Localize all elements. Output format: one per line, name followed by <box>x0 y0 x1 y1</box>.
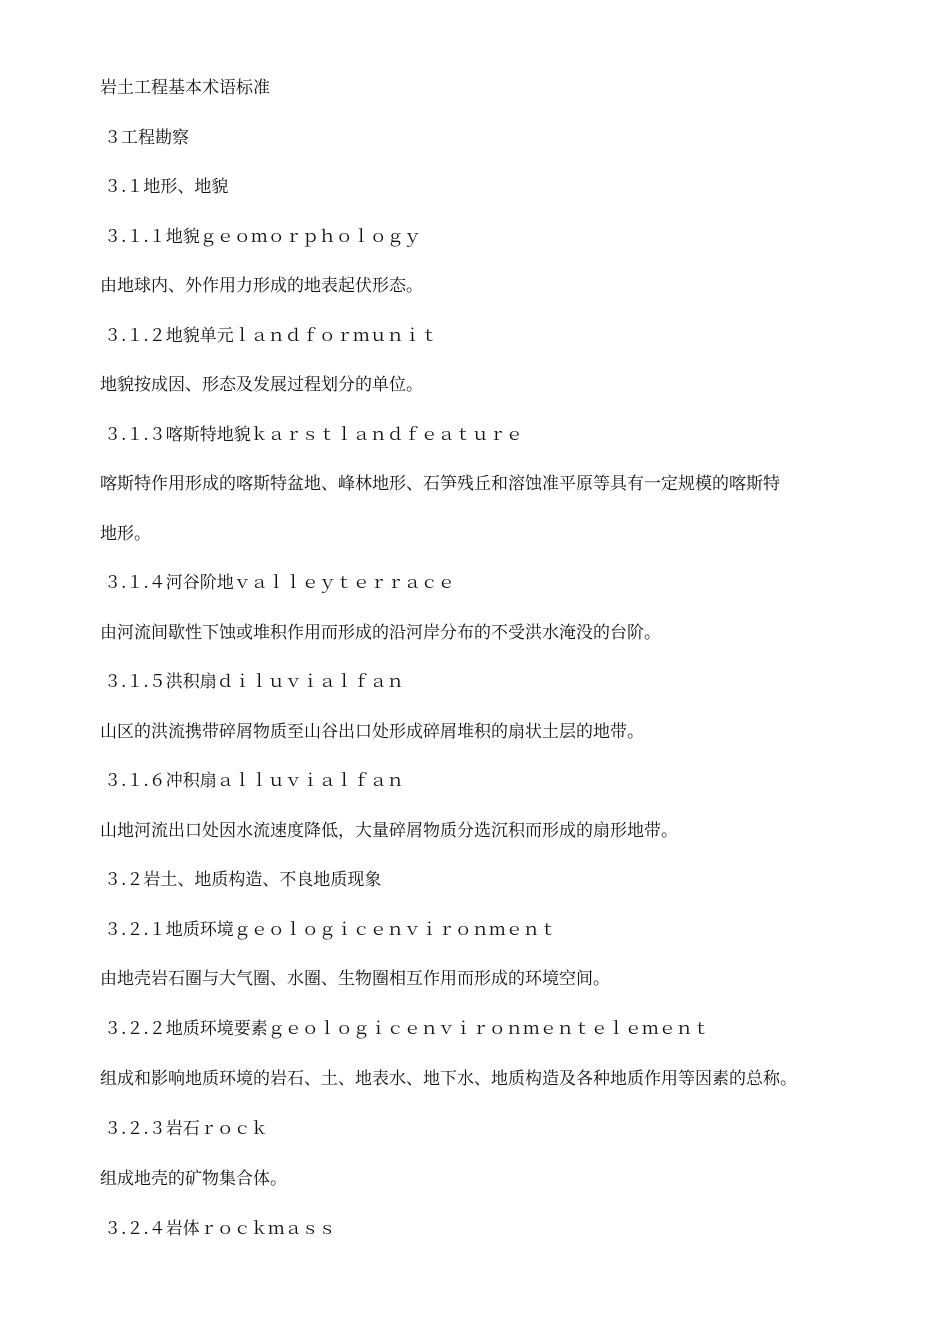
section-heading: ３.１地形、地貌 <box>104 177 229 197</box>
section-heading: ３.２岩土、地质构造、不良地质现象 <box>104 870 382 890</box>
term-definition: 由地球内、外作用力形成的地表起伏形态。 <box>100 276 423 296</box>
document-title: 岩土工程基本术语标准 <box>100 78 270 98</box>
term-definition: 地貌按成因、形态及发展过程划分的单位。 <box>100 375 423 395</box>
term-heading: ３.１.４河谷阶地ｖａｌｌｅｙｔｅｒｒａｃｅ <box>104 573 455 593</box>
term-definition: 由地壳岩石圈与大气圈、水圈、生物圈相互作用而形成的环境空间。 <box>100 969 610 989</box>
term-definition: 山地河流出口处因水流速度降低，大量碎屑物质分选沉积而形成的扇形地带。 <box>100 821 678 841</box>
term-heading: ３.１.６冲积扇ａｌｌｕｖｉａｌｆａｎ <box>104 771 404 791</box>
term-heading: ３.２.３岩石ｒｏｃｋ <box>104 1119 268 1139</box>
term-heading: ３.１.２地貌单元ｌａｎｄｆｏｒｍｕｎｉｔ <box>104 326 438 346</box>
term-heading: ３.２.１地质环境ｇｅｏｌｏｇｉｃｅｎｖｉｒｏｎｍｅｎｔ <box>104 920 557 940</box>
term-heading: ３.２.２地质环境要素ｇｅｏｌｏｇｉｃｅｎｖｉｒｏｎｍｅｎｔｅｌｅｍｅｎｔ <box>104 1019 710 1039</box>
term-heading: ３.１.５洪积扇ｄｉｌｕｖｉａｌｆａｎ <box>104 672 404 692</box>
term-heading: ３.１.３喀斯特地貌ｋａｒｓｔｌａｎｄｆｅａｔｕｒｅ <box>104 425 523 445</box>
term-heading: ３.１.１地貌ｇｅｏｍｏｒｐｈｏｌｏｇｙ <box>104 227 421 247</box>
term-definition: 由河流间歇性下蚀或堆积作用而形成的沿河岸分布的不受洪水淹没的台阶。 <box>100 623 661 643</box>
term-definition: 组成地壳的矿物集合体。 <box>100 1169 287 1189</box>
term-heading: ３.２.４岩体ｒｏｃｋｍａｓｓ <box>104 1219 336 1239</box>
term-definition-continued: 地形。 <box>100 524 151 544</box>
chapter-heading: ３工程勘察 <box>104 128 189 148</box>
term-definition: 喀斯特作用形成的喀斯特盆地、峰林地形、石笋残丘和溶蚀准平原等具有一定规模的喀斯特 <box>100 474 780 494</box>
term-definition: 组成和影响地质环境的岩石、土、地表水、地下水、地质构造及各种地质作用等因素的总称。 <box>100 1069 797 1089</box>
term-definition: 山区的洪流携带碎屑物质至山谷出口处形成碎屑堆积的扇状土层的地带。 <box>100 722 644 742</box>
